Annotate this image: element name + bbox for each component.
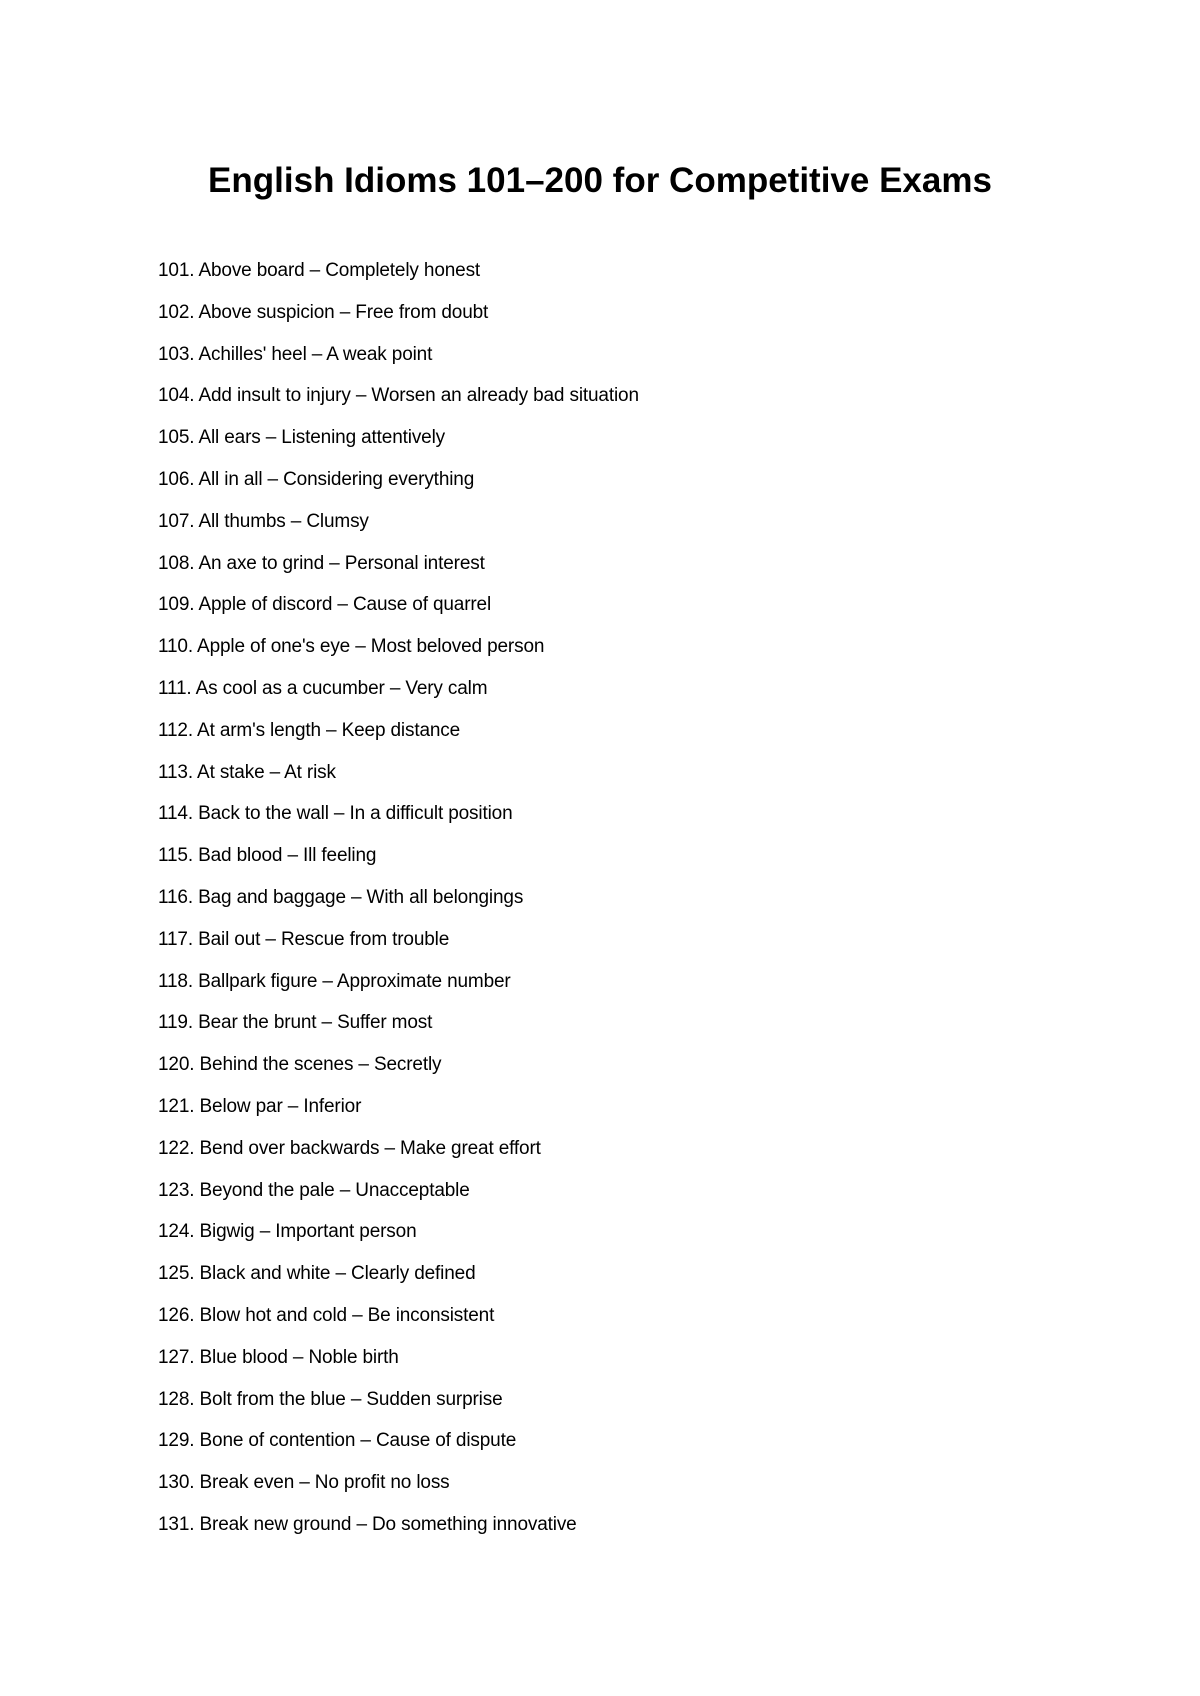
list-item: 124. Bigwig – Important person xyxy=(158,1221,417,1243)
list-item: 113. At stake – At risk xyxy=(158,761,336,783)
list-item: 122. Bend over backwards – Make great effort xyxy=(158,1137,541,1159)
list-item: 109. Apple of discord – Cause of quarrel xyxy=(158,594,492,616)
list-item: 105. All ears – Listening attentively xyxy=(158,427,446,449)
list-item: 110. Apple of one's eye – Most beloved person xyxy=(158,636,545,658)
list-item: 101. Above board – Completely honest xyxy=(158,260,481,281)
list-item: 115. Bad blood – Ill feeling xyxy=(158,845,377,867)
list-item: 131. Break new ground – Do something innovative xyxy=(158,1513,577,1535)
list-item: 117. Bail out – Rescue from trouble xyxy=(158,928,450,950)
list-item: 129. Bone of contention – Cause of dispute xyxy=(158,1430,517,1452)
list-item: 128. Bolt from the blue – Sudden surprise xyxy=(158,1388,503,1410)
list-item: 114. Back to the wall – In a difficult position xyxy=(158,803,513,825)
list-item: 108. An axe to grind – Personal interest xyxy=(158,552,485,574)
page-title: English Idioms 101–200 for Competitive Exams xyxy=(208,161,992,200)
list-item: 127. Blue blood – Noble birth xyxy=(158,1346,399,1368)
list-item: 120. Behind the scenes – Secretly xyxy=(158,1054,442,1076)
list-item: 104. Add insult to injury – Worsen an already bad situation xyxy=(158,385,639,407)
list-item: 126. Blow hot and cold – Be inconsistent xyxy=(158,1304,495,1326)
list-item: 111. As cool as a cucumber – Very calm xyxy=(158,677,488,699)
list-item: 107. All thumbs – Clumsy xyxy=(158,510,369,532)
list-item: 103. Achilles' heel – A weak point xyxy=(158,343,433,365)
list-item: 116. Bag and baggage – With all belongings xyxy=(158,886,524,908)
list-item: 106. All in all – Considering everything xyxy=(158,468,475,490)
list-item: 119. Bear the brunt – Suffer most xyxy=(158,1012,433,1034)
list-item: 112. At arm's length – Keep distance xyxy=(158,719,461,741)
list-item: 102. Above suspicion – Free from doubt xyxy=(158,301,489,323)
list-item: 121. Below par – Inferior xyxy=(158,1095,362,1117)
list-item: 130. Break even – No profit no loss xyxy=(158,1472,450,1494)
list-item: 123. Beyond the pale – Unacceptable xyxy=(158,1179,470,1201)
list-item: 118. Ballpark figure – Approximate number xyxy=(158,970,511,992)
idiom-list xyxy=(158,258,639,1554)
list-item: 125. Black and white – Clearly defined xyxy=(158,1263,476,1285)
